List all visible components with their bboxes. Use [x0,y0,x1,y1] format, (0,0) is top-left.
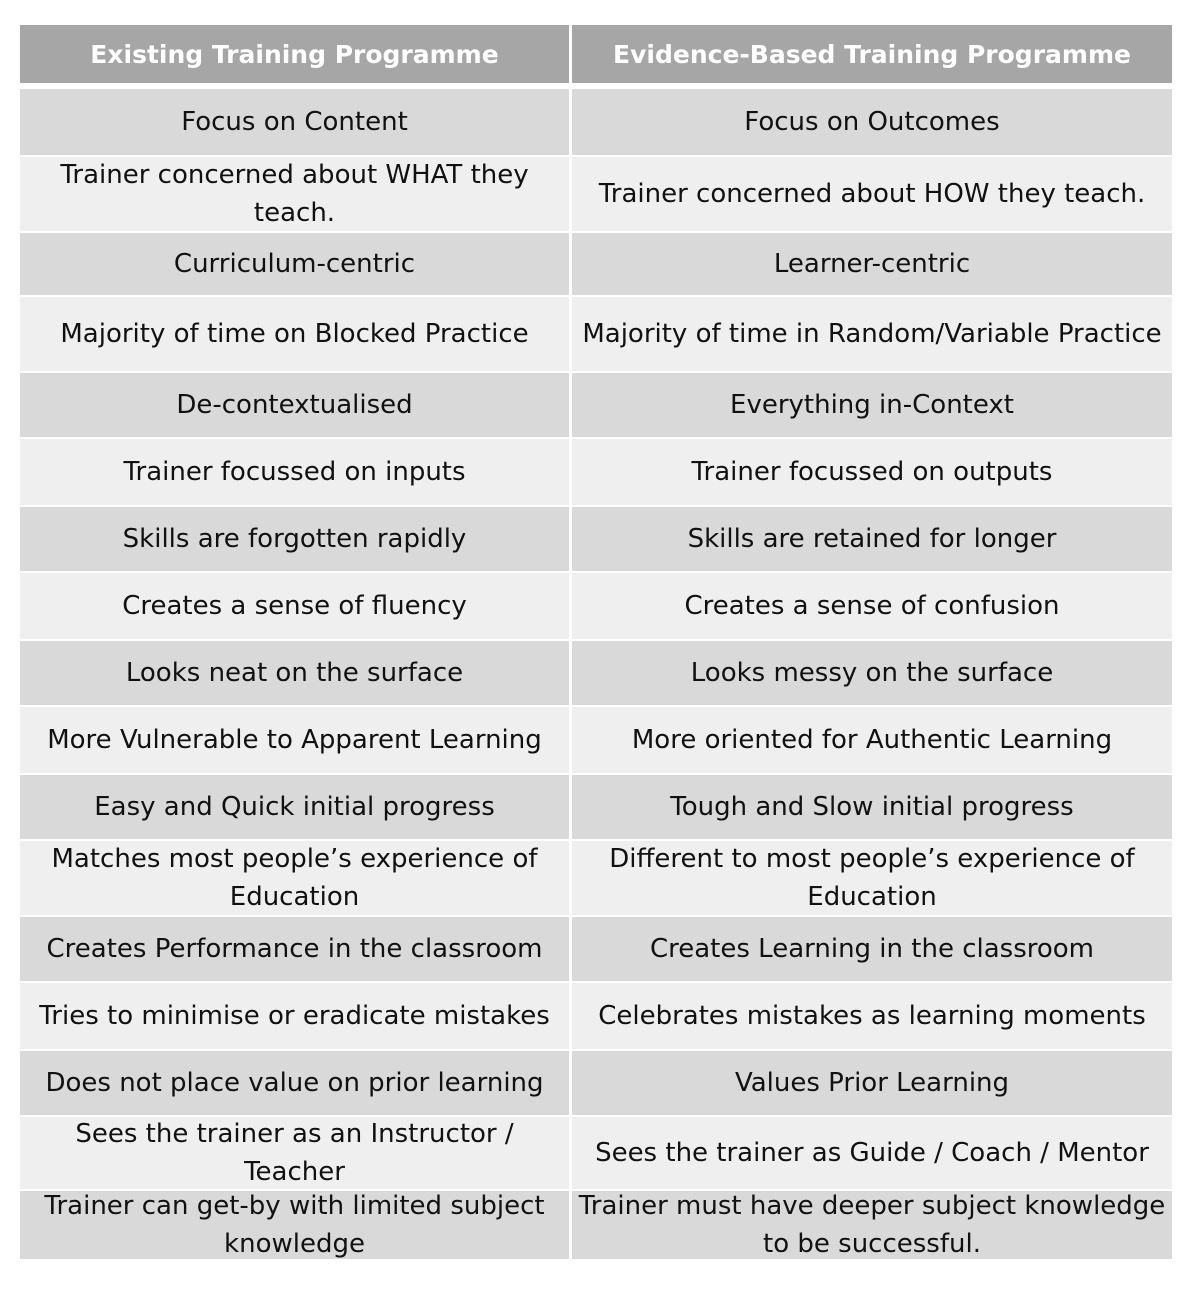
cell-evidence-based: Looks messy on the surface [572,639,1172,705]
cell-evidence-based: Trainer focussed on outputs [572,437,1172,505]
cell-evidence-based: Everything in-Context [572,371,1172,437]
cell-existing: Looks neat on the surface [20,639,572,705]
cell-existing: Does not place value on prior learning [20,1049,572,1115]
comparison-table [20,25,1172,1259]
cell-existing: Trainer can get-by with limited subject knowledge [20,1189,572,1259]
cell-evidence-based: Trainer must have deeper subject knowledge to be successful. [572,1189,1172,1259]
cell-existing: Matches most people’s experience of Education [20,839,572,915]
cell-existing: Creates Performance in the classroom [20,915,572,981]
cell-evidence-based: Majority of time in Random/Variable Practice [572,295,1172,371]
cell-existing: Trainer focussed on inputs [20,437,572,505]
header-evidence-based-programme: Evidence-Based Training Programme [572,25,1172,87]
cell-existing: De-contextualised [20,371,572,437]
cell-existing: Focus on Content [20,87,572,155]
cell-evidence-based: Creates a sense of confusion [572,571,1172,639]
cell-existing: Skills are forgotten rapidly [20,505,572,571]
cell-existing: Majority of time on Blocked Practice [20,295,572,371]
cell-existing: Trainer concerned about WHAT they teach. [20,155,572,231]
cell-evidence-based: More oriented for Authentic Learning [572,705,1172,773]
cell-evidence-based: Trainer concerned about HOW they teach. [572,155,1172,231]
cell-evidence-based: Different to most people’s experience of Education [572,839,1172,915]
cell-existing: Tries to minimise or eradicate mistakes [20,981,572,1049]
cell-evidence-based: Skills are retained for longer [572,505,1172,571]
cell-existing: Sees the trainer as an Instructor / Teacher [20,1115,572,1189]
cell-evidence-based: Values Prior Learning [572,1049,1172,1115]
cell-existing: Easy and Quick initial progress [20,773,572,839]
cell-evidence-based: Focus on Outcomes [572,87,1172,155]
cell-evidence-based: Tough and Slow initial progress [572,773,1172,839]
cell-existing: More Vulnerable to Apparent Learning [20,705,572,773]
cell-evidence-based: Sees the trainer as Guide / Coach / Mentor [572,1115,1172,1189]
cell-existing: Curriculum-centric [20,231,572,295]
cell-evidence-based: Learner-centric [572,231,1172,295]
cell-evidence-based: Creates Learning in the classroom [572,915,1172,981]
header-existing-programme: Existing Training Programme [20,25,572,87]
cell-evidence-based: Celebrates mistakes as learning moments [572,981,1172,1049]
cell-existing: Creates a sense of fluency [20,571,572,639]
